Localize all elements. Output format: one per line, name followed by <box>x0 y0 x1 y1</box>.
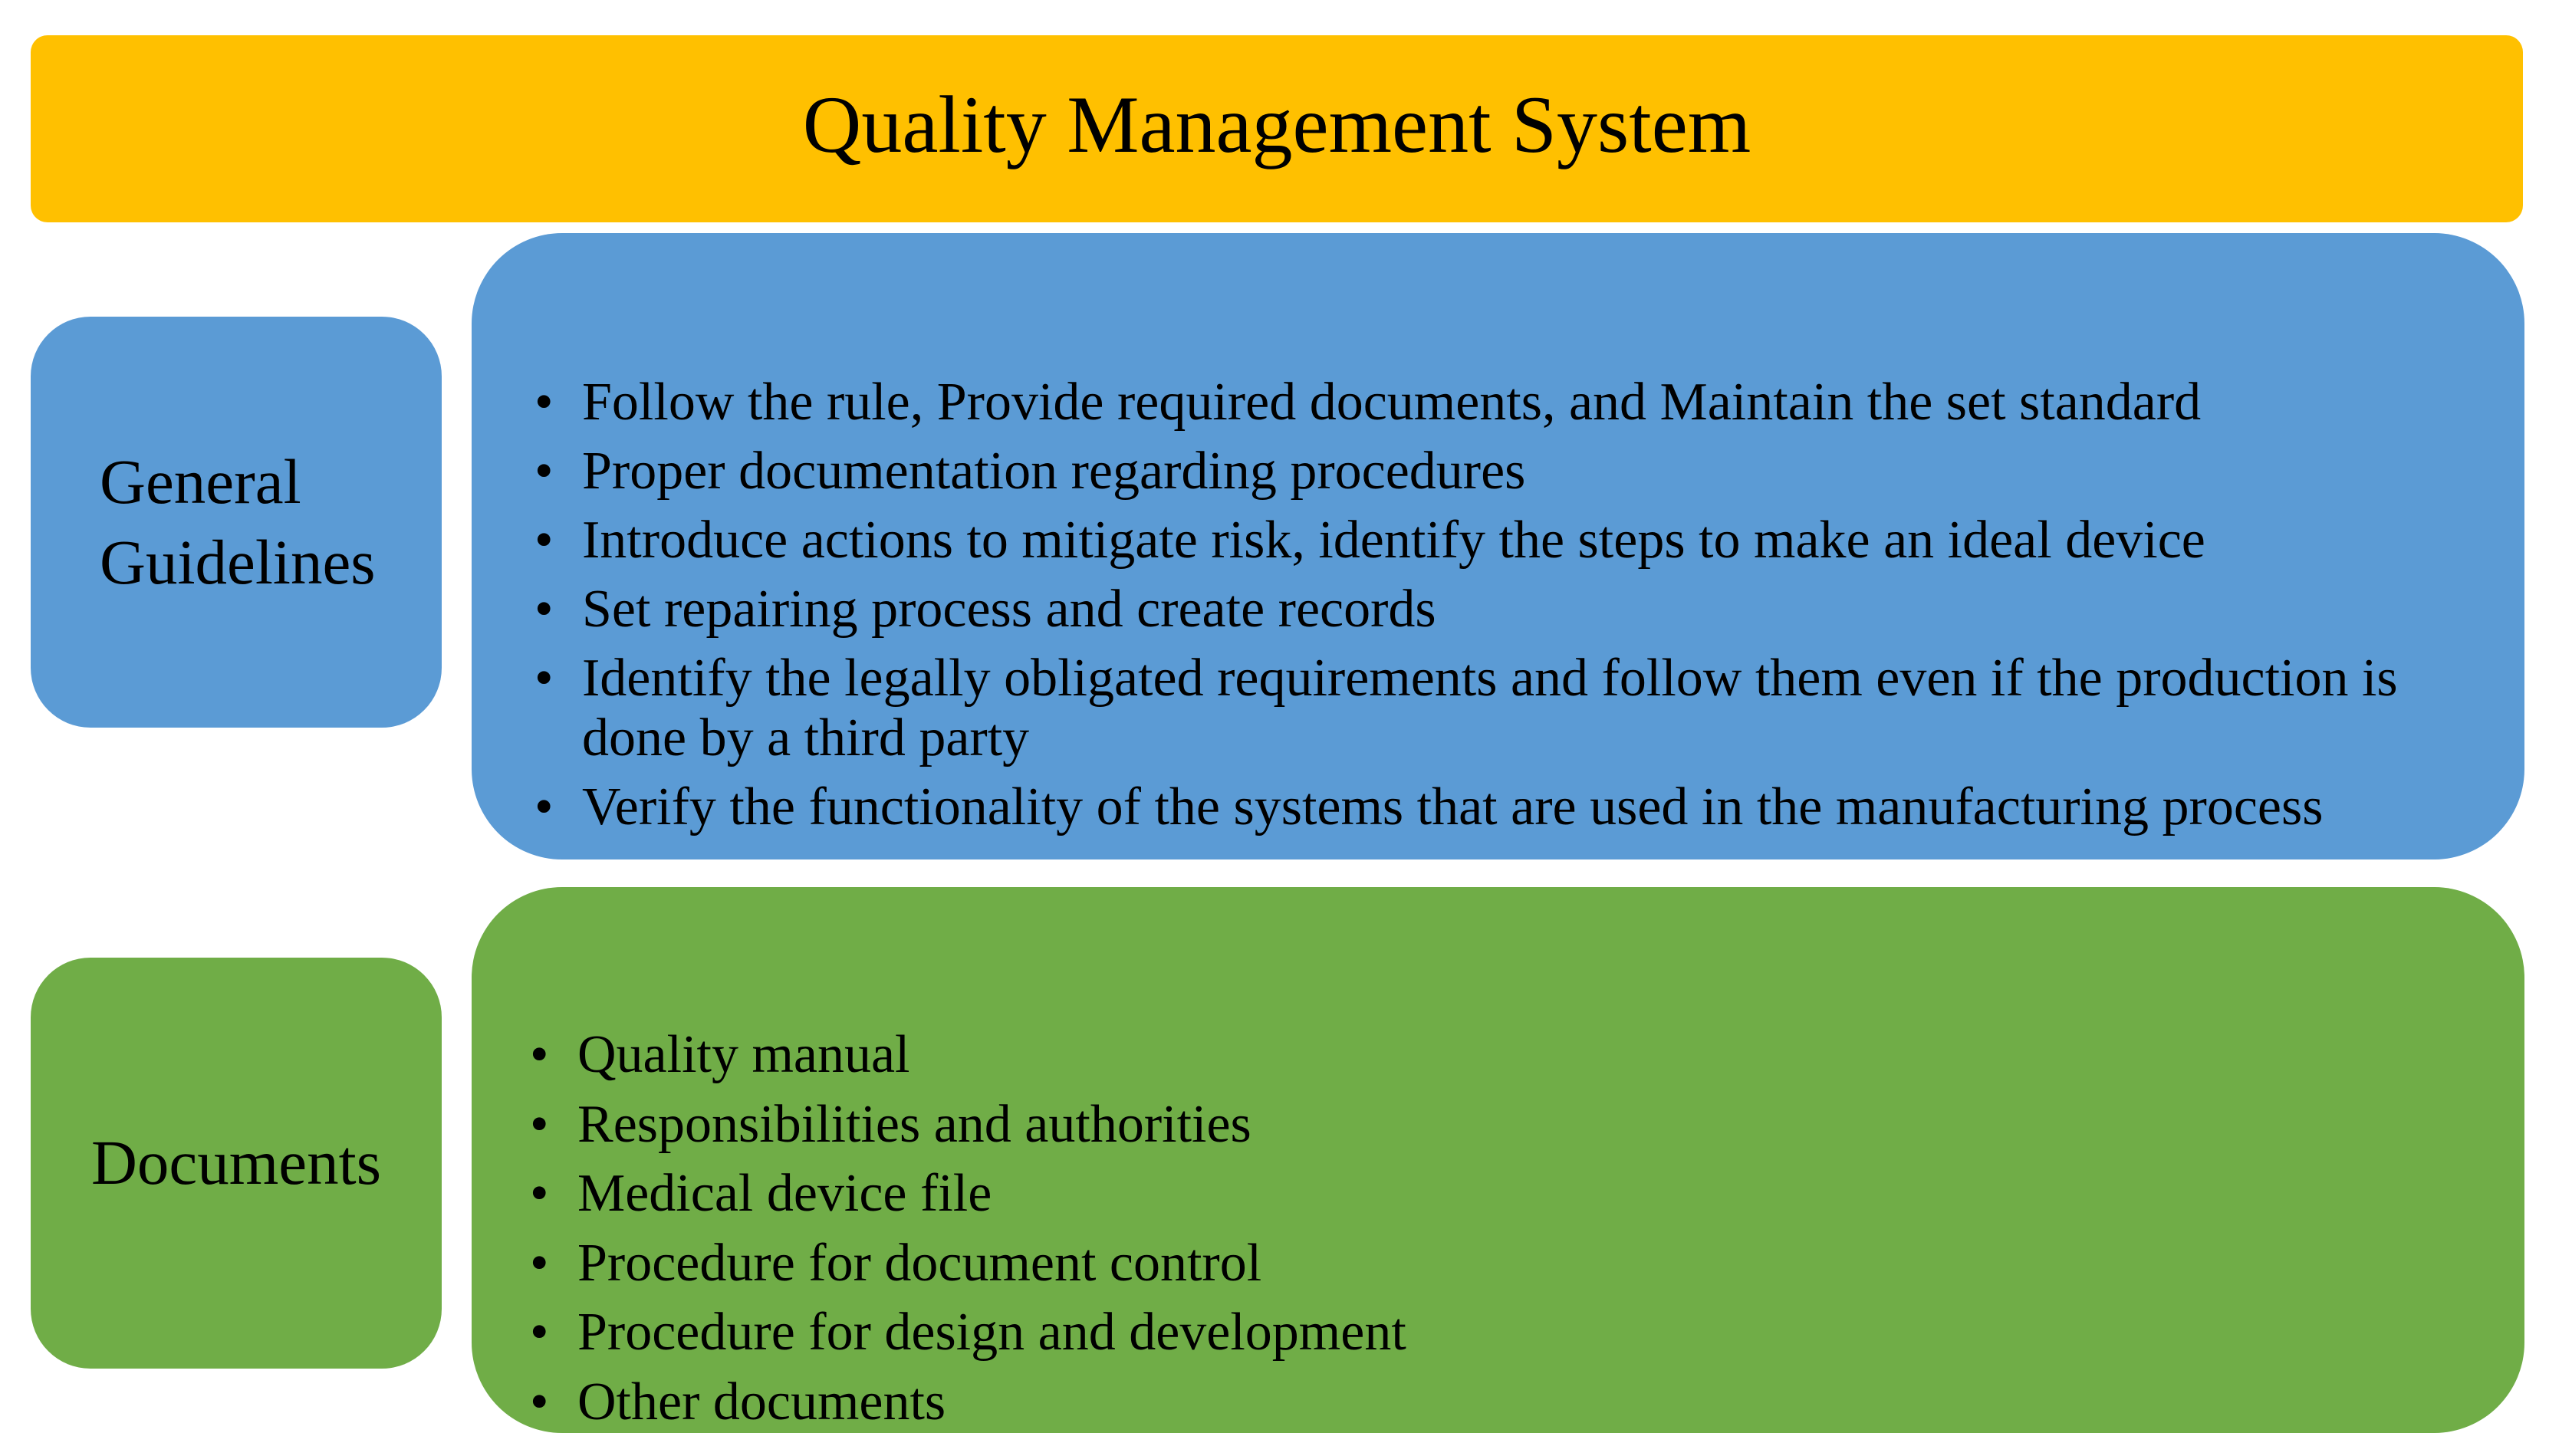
guideline-item <box>534 511 2513 570</box>
diagram-title: Quality Management System <box>802 80 1751 169</box>
general-guidelines-label-line-2: Guidelines <box>100 527 376 597</box>
document-item-text: Procedure for design and development <box>577 1303 1406 1362</box>
document-item-text: Medical device file <box>577 1164 992 1223</box>
guideline-item <box>534 373 2513 432</box>
bullet-icon: • <box>534 511 554 570</box>
bullet-icon: • <box>534 442 554 501</box>
document-item <box>530 1025 2447 1085</box>
bullet-icon: • <box>530 1372 549 1431</box>
guideline-item-text: Introduce actions to mitigate risk, identify the steps to make an ideal device <box>582 511 2205 570</box>
bullet-icon: • <box>534 649 554 708</box>
guideline-item-text: Set repairing process and create records <box>582 580 1436 639</box>
guideline-item <box>534 442 2513 501</box>
document-item <box>530 1095 2447 1155</box>
bullet-icon: • <box>530 1025 549 1084</box>
bullet-icon: • <box>530 1164 549 1223</box>
document-item-text: Procedure for document control <box>577 1233 1262 1293</box>
general-guidelines-label-box <box>31 317 442 728</box>
general-guidelines-list <box>534 373 2513 846</box>
documents-label: Documents <box>90 1127 382 1198</box>
general-guidelines-content-box <box>472 233 2524 859</box>
bullet-icon: • <box>530 1233 549 1293</box>
bullet-icon: • <box>534 777 554 836</box>
document-item-text: Responsibilities and authorities <box>577 1094 1251 1154</box>
guideline-item-text: Follow the rule, Provide required documents, and Maintain the set standard <box>582 373 2202 432</box>
document-item-text: Other documents <box>577 1372 946 1431</box>
bullet-icon: • <box>530 1303 549 1362</box>
documents-content-box <box>472 887 2524 1433</box>
general-guidelines-label-line-1: General <box>100 445 301 517</box>
document-item <box>530 1303 2447 1362</box>
bullet-icon: • <box>534 580 554 639</box>
bullet-icon: • <box>530 1094 549 1154</box>
document-item <box>530 1164 2447 1224</box>
guideline-item-text: Identify the legally obligated requirements and follow them even if the production is done by a third party <box>582 649 2398 767</box>
guideline-item <box>534 777 2513 837</box>
documents-label-box <box>31 958 442 1369</box>
document-item-text: Quality manual <box>577 1025 910 1084</box>
document-item <box>530 1372 2447 1432</box>
guideline-item-text: Verify the functionality of the systems that are used in the manufacturing process <box>582 777 2324 836</box>
guideline-item <box>534 580 2513 639</box>
guideline-item <box>534 649 2513 768</box>
title-banner <box>31 35 2523 222</box>
general-guidelines-label <box>100 442 376 603</box>
guideline-item-text: Proper documentation regarding procedures <box>582 442 1526 501</box>
document-item <box>530 1234 2447 1293</box>
documents-list <box>530 1025 2447 1441</box>
bullet-icon: • <box>534 373 554 432</box>
